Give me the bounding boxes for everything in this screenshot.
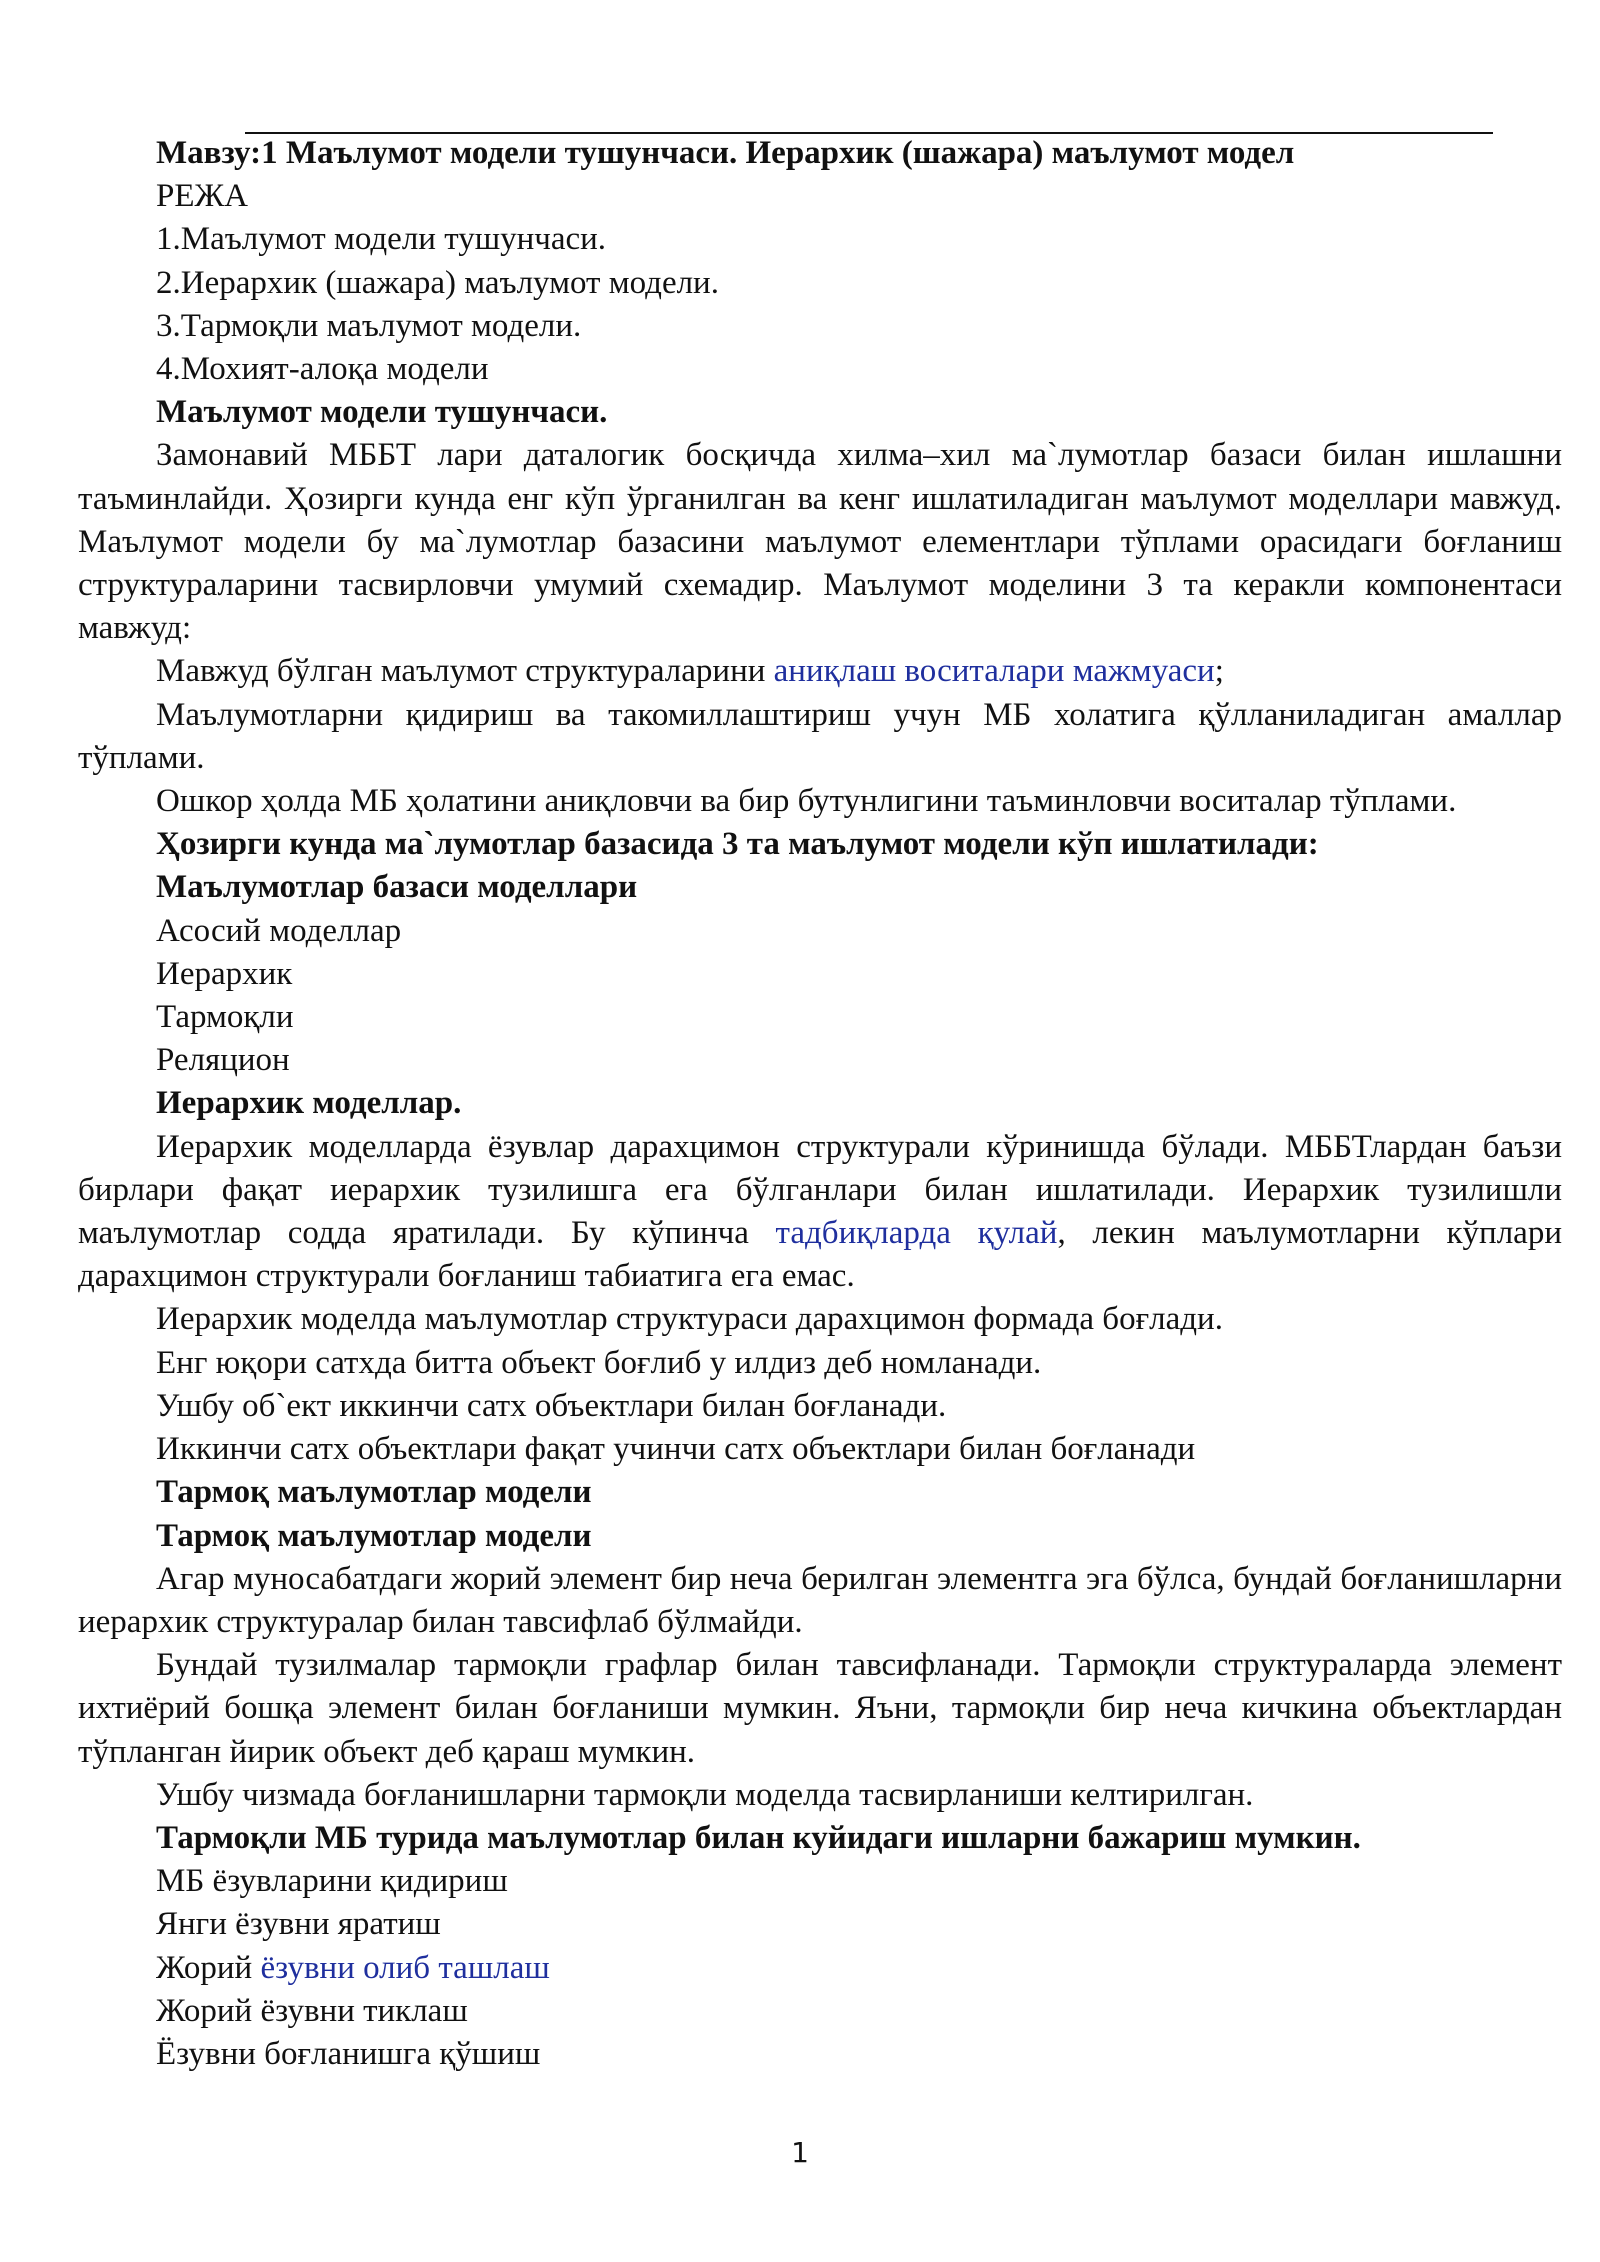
plan-item: 2.Иерархик (шажара) маълумот модели. [156,264,719,301]
paragraph: Бундай тузилмалар тармоқли графлар билан тавсифланади. Тармоқли структураларда элемент ихтиёрий бошқа элемент билан боғланиши мумкин. Яъни, тармоқли бир неча кичкина объектлардан тўпланган йирик объект деб қараш мумкин. [78,1647,1562,1770]
document-body [78,132,1562,2076]
section-subheading: Маълумотлар базаси моделлари [156,869,638,906]
text-run: Иерархик моделларда ёзувлар дарахцимон структурали кўринишда бўлади. МББТлардан баъзи бирлари фақат иерархик тузилишга ега бўлганлари билан ишлатилади. Иерархик тузилишли маълумотлар содда яратилади. Бу кўпинча [78,1128,1562,1252]
paragraph: Енг юқори сатхда битта объект боғлиб у илдиз деб номланади. [156,1344,1042,1381]
paragraph [78,1126,1562,1299]
plan-item: 3.Тармоқли маълумот модели. [156,307,582,344]
text-run: ; [1214,653,1224,690]
paragraph: Маълумотларни қидириш ва такомиллаштириш учун МБ холатига қўлланиладиган амаллар тўплами. [78,696,1562,776]
section-heading: Тармоқ маълумотлар модели [156,1474,592,1511]
section-heading: Маълумот модели тушунчаси. [156,394,608,431]
paragraph: Агар муносабатдаги жорий элемент бир неча берилган элементга эга бўлса, бундай боғланишларни иерархик структуралар билан тавсифлаб бўлмайди. [78,1560,1562,1640]
list-item: МБ ёзувларини қидириш [156,1863,508,1900]
text-run: , лекин маълумотларни кўплари дарахцимон структурали боғланиш табиатига ега емас. [78,1215,1562,1295]
list-item: Ёзувни боғланишга қўшиш [156,2035,541,2072]
paragraph: Иерархик моделда маълумотлар структураси дарахцимон формада боғлади. [156,1301,1223,1338]
section-heading: Иерархик моделлар. [156,1085,462,1122]
list-item: Янги ёзувни яратиш [156,1906,441,1943]
paragraph [78,650,1562,693]
paragraph: Иккинчи сатх объектлари фақат учинчи сатх объектлари билан боғланади [156,1431,1196,1468]
page-number: 1 [791,2136,809,2169]
text-run: Мавжуд бўлган маълумот структураларини [156,653,774,690]
section-heading: Ҳозирги кунда ма`лумотлар базасида 3 та маълумот модели кўп ишлатилади: [156,826,1319,863]
list-item: Асосий моделлар [156,912,402,949]
text-run: Жорий [156,1949,261,1986]
section-heading: Тармоқли МБ турида маълумотлар билан куйидаги ишларни бажариш мумкин. [156,1819,1361,1856]
list-item: Жорий ёзувни тиклаш [156,1992,468,2029]
paragraph: Замонавий МББТ лари даталогик босқичда хилма–хил ма`лумотлар базаси билан ишлашни таъминлайди. Ҳозирги кунда енг кўп ўрганилган ва кенг ишлатиладиган маълумот моделлари мавжуд. Маълумот модели бу ма`лумотлар базасини маълумот елементлари тўплами орасидаги боғланиш структураларини тасвирловчи умумий схемадир. Маълумот моделини 3 та керакли компонентаси мавжуд: [78,437,1562,647]
paragraph: Ушбу чизмада боғланишларни тармоқли моделда тасвирланиши келтирилган. [156,1776,1254,1813]
list-item: Иерархик [156,955,293,992]
list-item: Тармоқли [156,999,294,1036]
list-item [78,1947,1562,1990]
paragraph: Ошкор ҳолда МБ ҳолатини аниқловчи ва бир бутунлигини таъминловчи воситалар тўплами. [156,783,1457,820]
section-heading: Тармоқ маълумотлар модели [156,1517,592,1554]
plan-item: 4.Мохият-алоқа модели [156,351,489,388]
plan-item: 1.Маълумот модели тушунчаси. [156,221,607,258]
list-item: Реляцион [156,1042,290,1079]
document-title: Мавзу:1 Маълумот модели тушунчаси. Иерархик (шажара) маълумот модел [156,135,1295,171]
hyperlink[interactable]: ёзувни олиб ташлаш [260,1949,550,1986]
hyperlink[interactable]: тадбиқларда қулай [775,1215,1058,1252]
plan-heading: РЕЖА [156,178,248,215]
paragraph: Ушбу об`ект иккинчи сатх объектлари билан боғланади. [156,1387,947,1424]
hyperlink[interactable]: аниқлаш воситалари мажмуаси [773,653,1215,690]
